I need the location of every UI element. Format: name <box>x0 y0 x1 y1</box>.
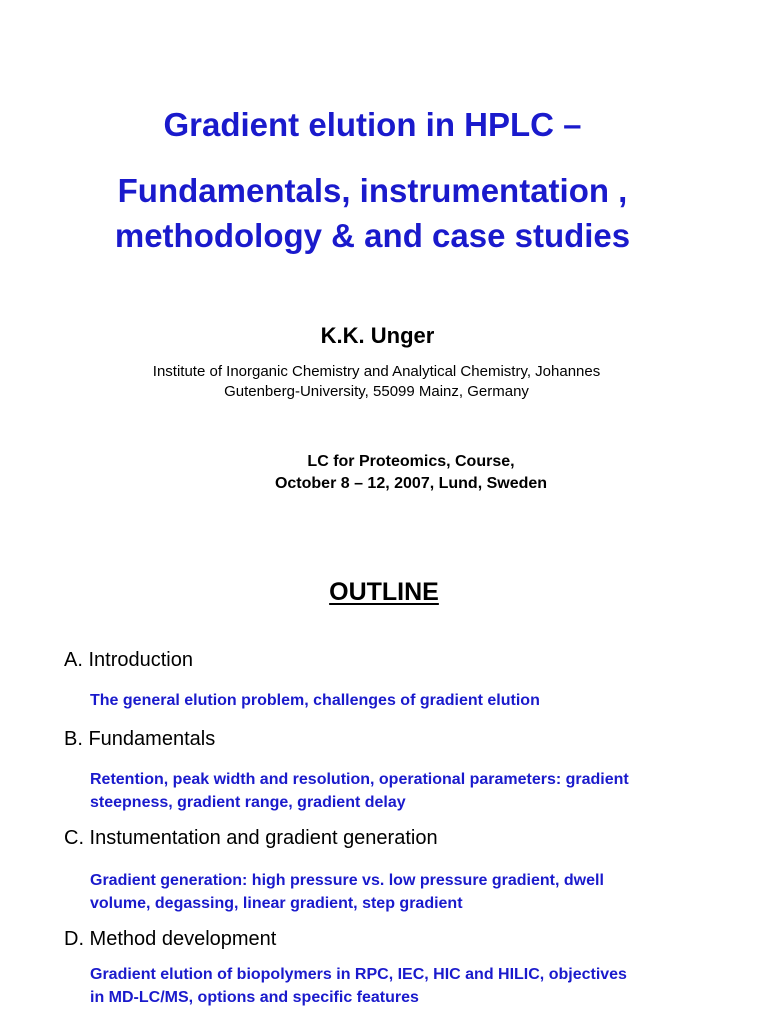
section-c-heading: C. Instumentation and gradient generation <box>64 827 438 849</box>
section-b-description <box>90 768 730 814</box>
title-line-3: methodology & and case studies <box>114 217 631 254</box>
section-a-description <box>90 689 730 712</box>
section-a-heading: A. Introduction <box>64 649 193 671</box>
outline-heading-text: OUTLINE <box>329 578 439 606</box>
section-b-line-1: Retention, peak width and resolution, operational parameters: gradient <box>90 771 629 788</box>
section-b-line-2: steepness, gradient range, gradient delay <box>90 794 406 811</box>
section-d-line-2: in MD-LC/MS, options and specific features <box>90 989 419 1006</box>
section-d-line-1: Gradient elution of biopolymers in RPC, IEC, HIC and HILIC, objectives <box>90 966 627 983</box>
section-d-description <box>90 963 730 1009</box>
section-c-line-2: volume, degassing, linear gradient, step gradient <box>90 895 463 912</box>
section-c-line-1: Gradient generation: high pressure vs. low pressure gradient, dwell <box>90 872 604 889</box>
affiliation-line-2: Gutenberg-University, 55099 Mainz, Germany <box>224 383 529 400</box>
section-c-description <box>90 869 730 915</box>
section-a-line-1: The general elution problem, challenges of gradient elution <box>90 692 540 709</box>
section-d-heading: D. Method development <box>64 928 277 950</box>
course-line-2: October 8 – 12, 2007, Lund, Sweden <box>274 475 548 492</box>
section-b-heading: B. Fundamentals <box>64 728 216 750</box>
course-line-1: LC for Proteomics, Course, <box>307 453 515 470</box>
author-name: K.K. Unger <box>320 323 435 348</box>
outline-heading <box>0 576 768 608</box>
affiliation-line-1: Institute of Inorganic Chemistry and Analytical Chemistry, Johannes <box>152 363 601 380</box>
title-line-1: Gradient elution in HPLC – <box>163 106 582 143</box>
title-line-2: Fundamentals, instrumentation , <box>117 172 628 209</box>
